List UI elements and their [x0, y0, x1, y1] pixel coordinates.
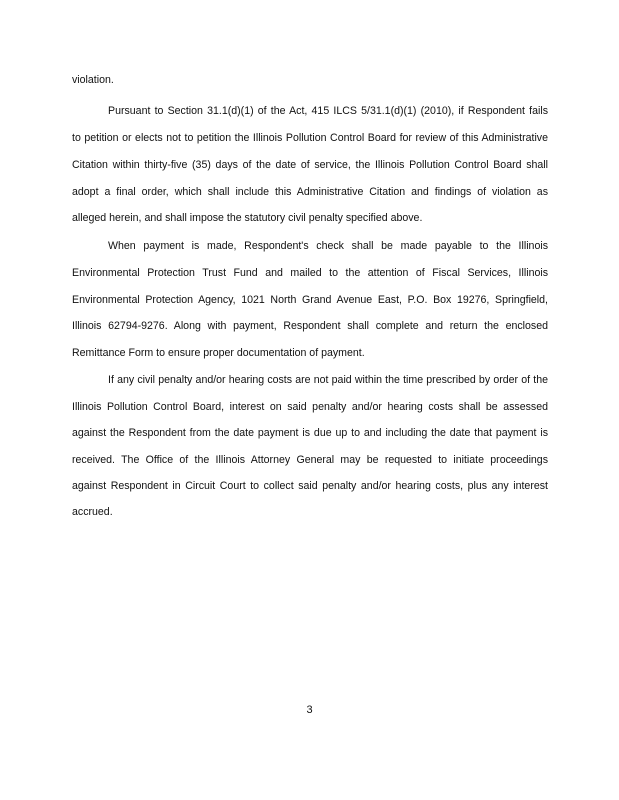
text-line: Illinois Pollution Control Board, interest on said penalty and/or hearing costs shall be assessed [72, 401, 548, 413]
text-line: adopt a final order, which shall include this Administrative Citation and findings of violation as [72, 186, 548, 198]
text-line: accrued. [72, 506, 113, 518]
text-line: violation. [72, 74, 114, 86]
text-line: alleged herein, and shall impose the statutory civil penalty specified above. [72, 212, 423, 224]
text-line: against Respondent in Circuit Court to collect said penalty and/or hearing costs, plus any interest [72, 480, 548, 492]
text-line: Pursuant to Section 31.1(d)(1) of the Act, 415 ILCS 5/31.1(d)(1) (2010), if Respondent fails [108, 105, 548, 117]
text-line: against the Respondent from the date payment is due up to and including the date that payment is [72, 427, 548, 439]
text-line: Environmental Protection Agency, 1021 North Grand Avenue East, P.O. Box 19276, Springfield, [72, 294, 548, 306]
text-line: to petition or elects not to petition the Illinois Pollution Control Board for review of this Administrative [72, 132, 548, 144]
text-line: Remittance Form to ensure proper documentation of payment. [72, 347, 365, 359]
text-line: Citation within thirty-five (35) days of the date of service, the Illinois Pollution Control Board shall [72, 159, 548, 171]
text-line: Illinois 62794-9276. Along with payment, Respondent shall complete and return the enclosed [72, 320, 548, 332]
text-line: received. The Office of the Illinois Attorney General may be requested to initiate proceedings [72, 454, 548, 466]
text-line: If any civil penalty and/or hearing costs are not paid within the time prescribed by order of the [108, 374, 548, 386]
text-line: When payment is made, Respondent's check shall be made payable to the Illinois [108, 240, 548, 252]
page-number: 3 [306, 704, 313, 716]
text-line: Environmental Protection Trust Fund and mailed to the attention of Fiscal Services, Illinois [72, 267, 548, 279]
